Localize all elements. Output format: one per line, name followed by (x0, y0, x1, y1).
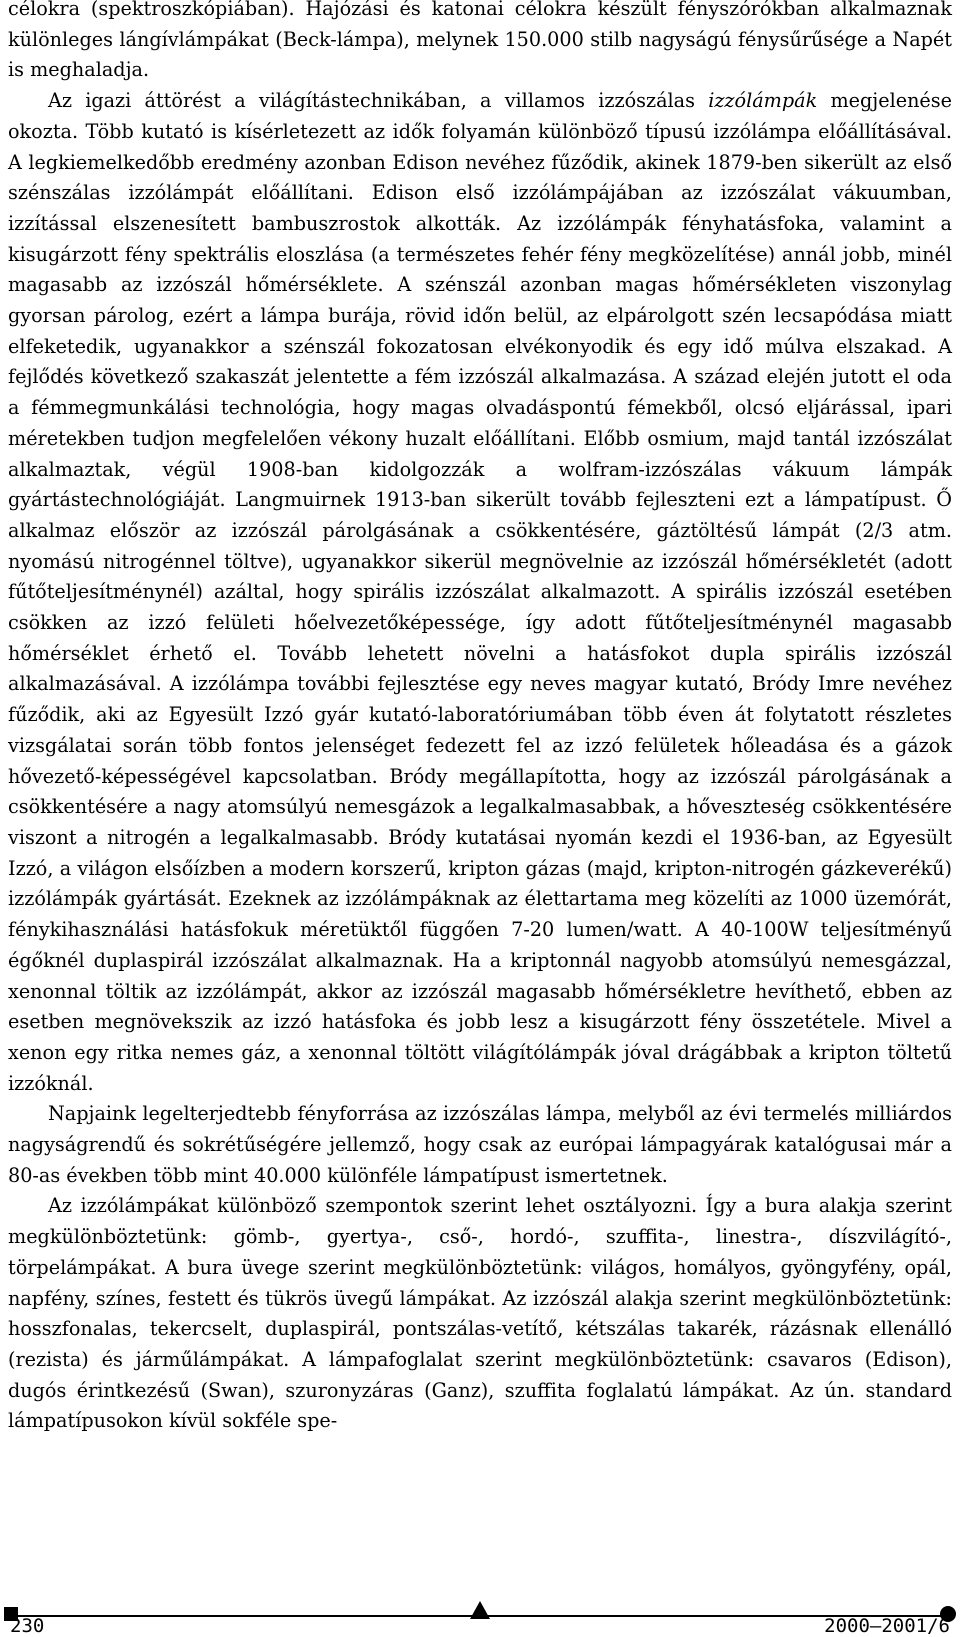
paragraph-continued: célokra (spektroszkópiában). Hajózási és katonai célokra készült fényszórókban alkalmaznak különleges lángívlámpákat (Beck-lámpa), melynek 150.000 stilb nagyságú fénysűrűsége a Napét is meghaladja. (8, 0, 952, 82)
paragraph-text-before: Az igazi áttörést a világítástechnikában, a villamos izzószálas (48, 89, 709, 113)
paragraph-text-after: megjelenése okozta. Több kutató is kísérletezett az idők folyamán különböző típusú izzólámpa előállításával. A legkiemelkedőbb eredmény azonban Edison nevéhez fűződik, akinek 1879-ben sikerült az első szénszálas izzólámpát előállítani. Edison első izzólámpájában az izzószálat vákuumban, izzítással elszenesített bambuszrostok alkották. Az izzólámpák fényhatásfoka, valamint a kisugárzott fény spektrális eloszlása (a természetes fehér fény megközelítése) annál jobb, minél magasabb az izzószál hőmérséklete. A szénszál azonban magas hőmérsékleten viszonylag gyorsan párolog, ezért a lámpa burája, rövid időn belül, az elpárolgott szén lecsapódása miatt elfeketedik, ugyanakkor a szénszál fokozatosan elvékonyodik és egy idő múlva elszakad. A fejlődés következő szakaszát jelentette a fém izzószál alkalmazása. A század elején jutott el oda a fémmegmunkálási technológia, hogy magas olvadáspontú fémekből, olcsó eljárással, ipari méretekben tudjon megfelelően vékony huzalt előállítani. Előbb osmium, majd tantál izzószálat alkalmaztak, végül 1908-ban kidolgozzák a wolfram-izzószálas vákuum lámpák gyártástechnológiáját. Langmuirnek 1913-ban sikerült tovább fejleszteni ezt a lámpatípust. Ő alkalmaz először az izzószál párolgásának a csökkentésére, gáztöltésű lámpát (2/3 atm. nyomású nitrogénnel töltve), ugyanakkor sikerül megnövelnie az izzószál hőmérsékletét (adott fűtőteljesítménynél) azáltal, hogy spirális izzószálat alkalmazott. A spirális izzószál esetében csökken az izzó felületi hőelvezetőképessége, így adott fűtőteljesítménynél magasabb hőmérséklet érhető el. Tovább lehetett növelni a hatásfokot dupla spirális izzószál alkalmazásával. A izzólámpa további fejlesztése egy neves magyar kutató, Bródy Imre nevéhez fűződik, aki az Egyesült Izzó gyár kutató-laboratóriumában több éven át folytatott részletes vizsgálatai során több fontos jelenséget fedezett fel az izzó felületek hőleadása és a gázok hővezető-képességével kapcsolatban. Bródy megállapította, hogy az izzószál párolgásának a csökkentésére a nagy atomsúlyú nemesgázok a legalkalmasabbak, a hőveszteség csökkentésére viszont a nitrogén a legalkalmasabb. Bródy kutatásai nyomán kezdi el 1936-ban, az Egyesült Izzó, a világon elsőízben a modern korszerű, kripton gázas (majd, kripton-nitrogén gázkeverékű) izzólámpák gyártását. Ezeknek az izzólámpáknak az élettartama meg közelíti az 1000 üzemórát, fénykihasználási hatásfokuk méretüktől függően 7-20 lumen/watt. A 40-100W teljesítményű égőknél duplaspirál izzószálat alkalmaznak. Ha a kriptonnál nagyobb atomsúlyú nemesgázzal, xenonnal töltik az izzólámpát, akkor az izzószál magasabb hőmérsékletre hevíthető, ebben az esetben megnövekszik az izzó hatásfoka és jobb lesz a kisugárzott fény összetétele. Mivel a xenon egy ritka nemes gáz, a xenonnal töltött világítólámpák jóval drágábbak a kripton töltetű izzóknál. (8, 89, 952, 1095)
issue-number: 2000–2001/6 (824, 1615, 950, 1637)
paragraph-incandescent-history (8, 86, 952, 1099)
article-body (8, 0, 952, 1437)
paragraph-classification: Az izzólámpákat különböző szempontok szerint lehet osztályozni. Így a bura alakja szerint megkülönböztetünk: gömb-, gyertya-, cső-, hordó-, szuffita-, linestra-, díszvilágító-, törpelámpákat. A bura üvege szerint megkülönböztetünk: világos, homályos, gyöngyfény, opál, napfény, színes, festett és tükrös üvegű lámpákat. Az izzószál alakja szerint megkülönböztetünk: hosszfonalas, tekercselt, duplaspirál, pontszálas-vetítő, kétszálas takarék, rázásnak ellenálló (rezista) és járműlámpákat. A lámpafoglalat szerint megkülönböztetünk: csavaros (Edison), dugós érintkezésű (Swan), szuronyzáras (Ganz), szuffita foglalatú lámpákat. Az ún. standard lámpatípusokon kívül sokféle spe- (8, 1194, 952, 1433)
triangle-marker-icon (470, 1601, 490, 1619)
emphasis-term: izzólámpák (708, 89, 818, 113)
paragraph-modern-lamps: Napjaink legelterjedtebb fényforrása az izzószálas lámpa, melyből az évi termelés milliárdos nagyságrendű és sokrétűségére jellemző, hogy csak az európai lámpagyárak katalógusai már a 80-as években több mint 40.000 különféle lámpatípust ismertetnek. (8, 1102, 952, 1187)
page-number: 230 (10, 1615, 45, 1637)
